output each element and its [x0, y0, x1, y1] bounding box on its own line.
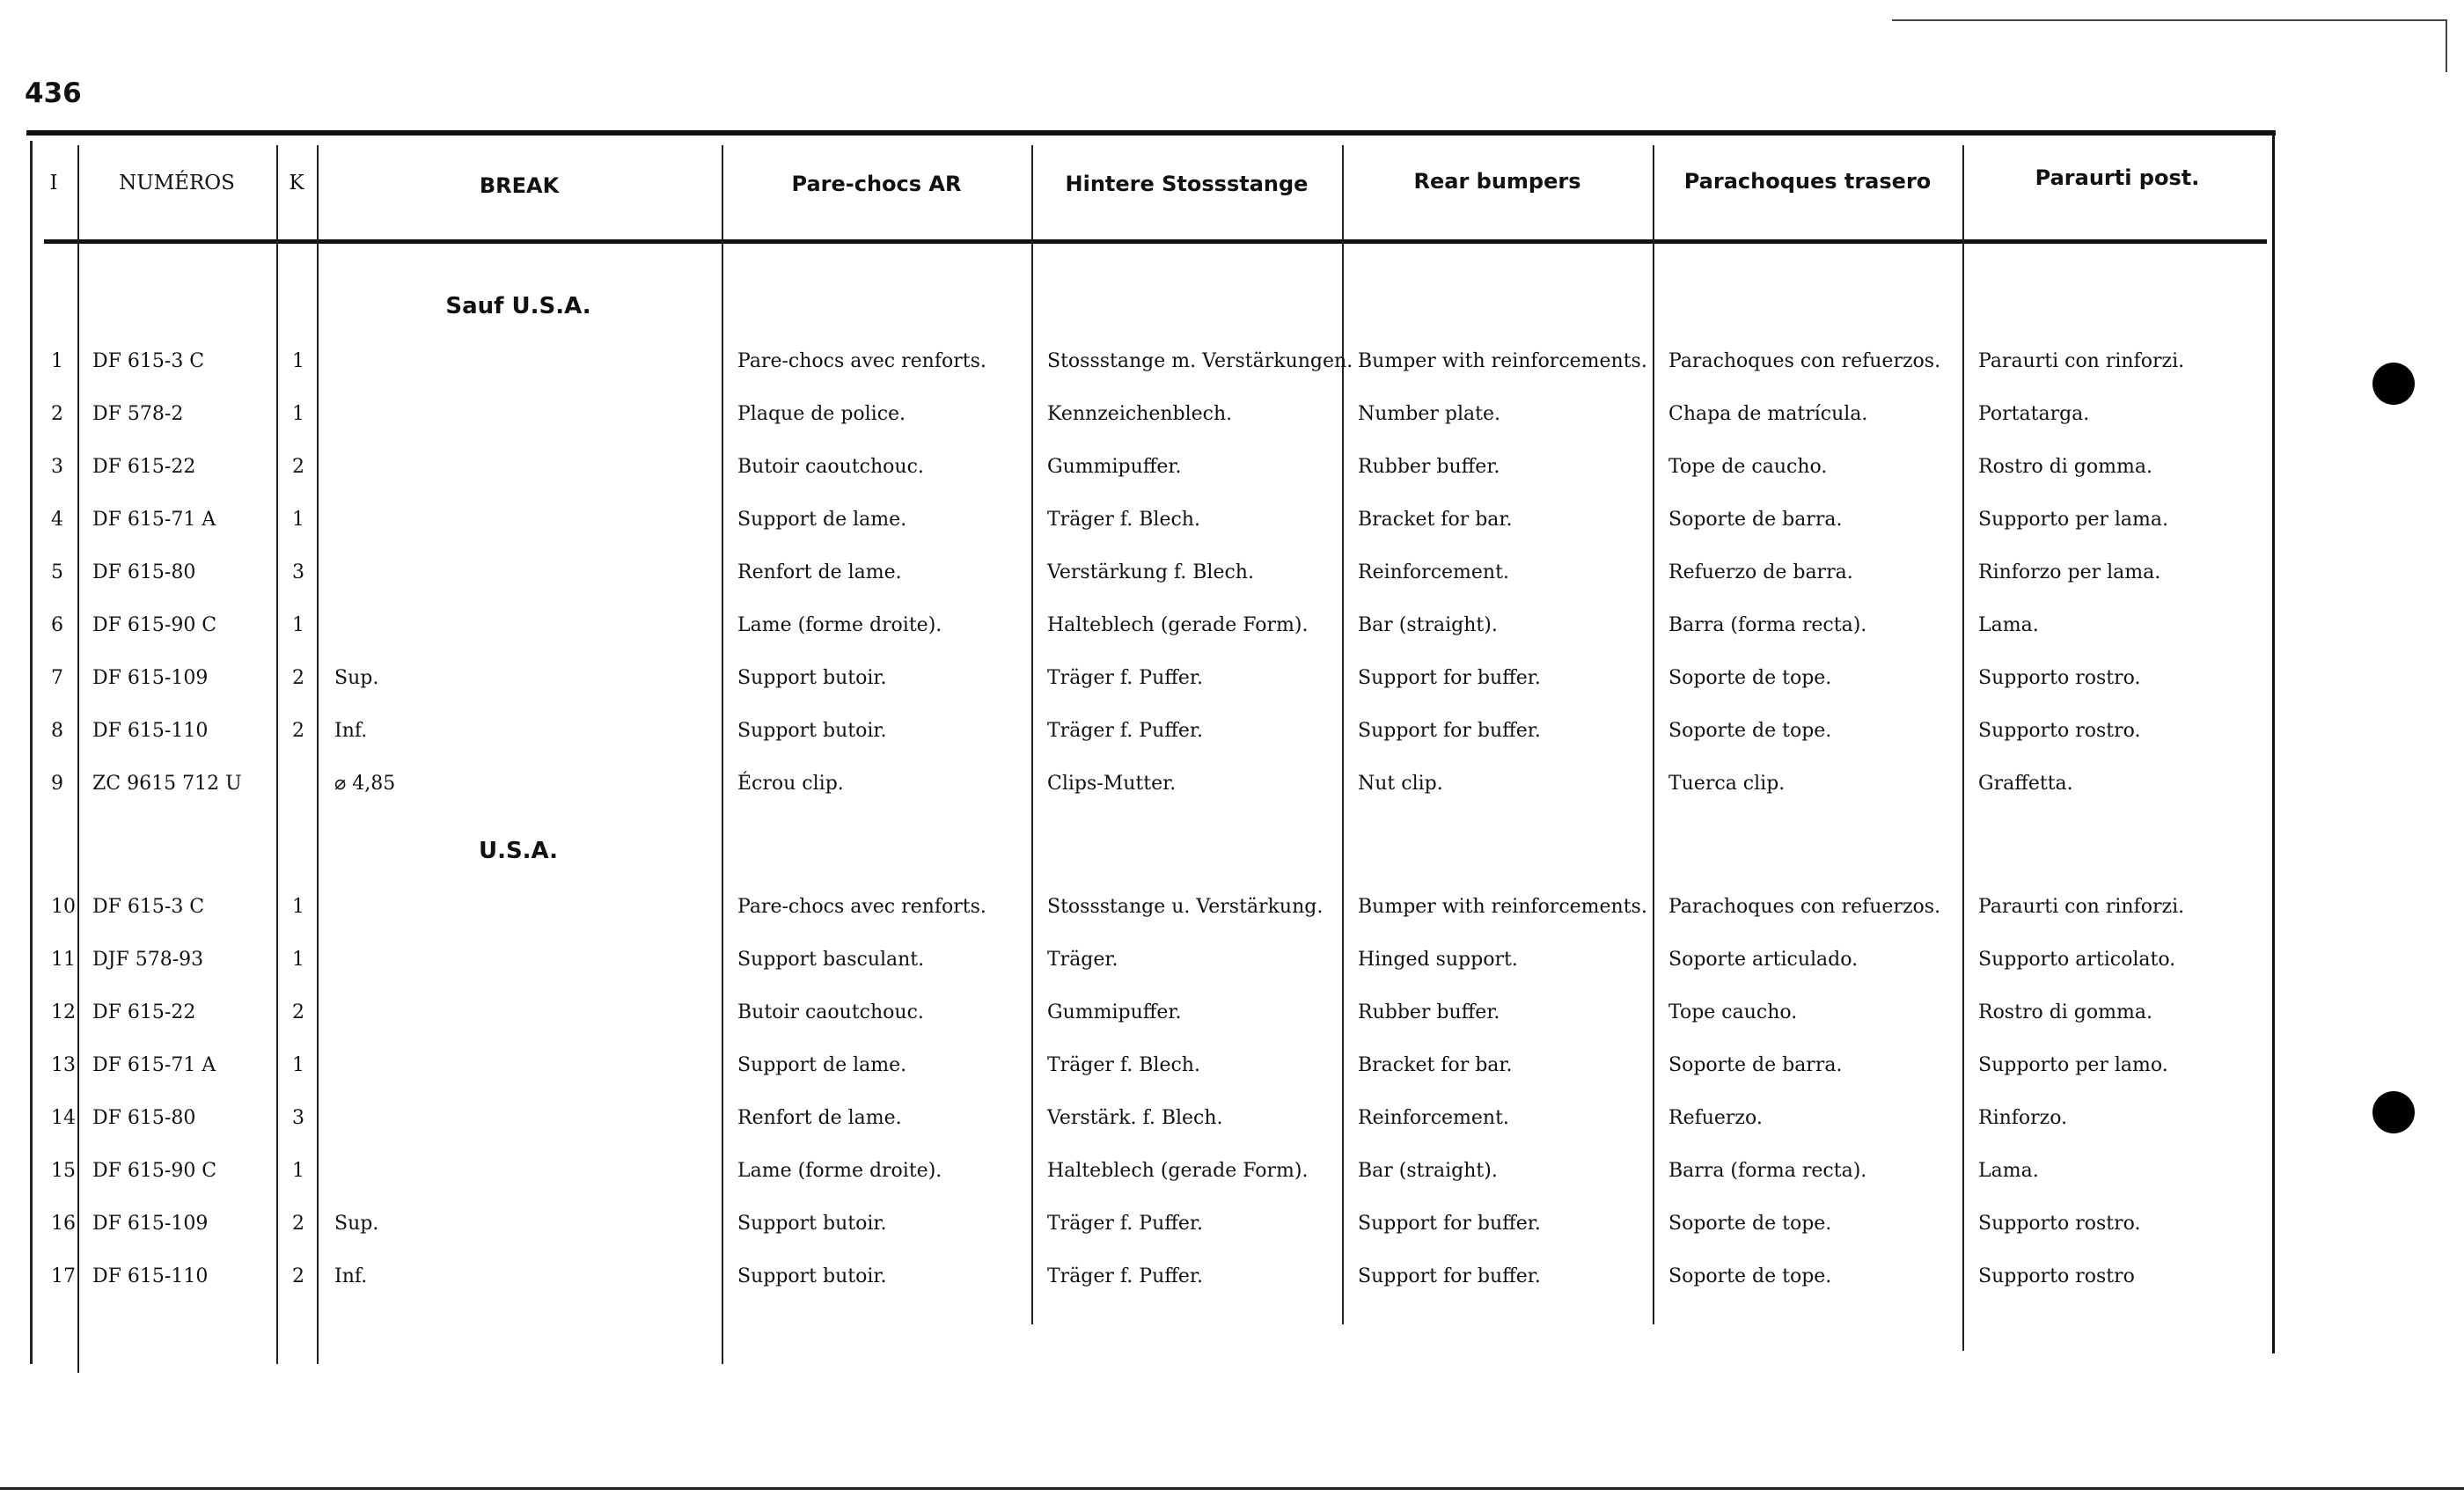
description-spanish: Barra (forma recta).: [1668, 614, 1867, 636]
column-divider: [722, 145, 723, 1364]
part-number: DF 615-109: [92, 1213, 209, 1235]
quantity: 3: [292, 1107, 304, 1129]
section-title: U.S.A.: [478, 838, 559, 864]
description-italian: Lama.: [1978, 1160, 2039, 1182]
description-spanish: Soporte de tope.: [1668, 1265, 1832, 1287]
part-number: DF 615-22: [92, 456, 196, 478]
corner-rule-vertical: [2446, 19, 2447, 72]
binder-hole: [2372, 363, 2415, 405]
quantity: 1: [292, 509, 304, 531]
description-italian: Supporto rostro: [1978, 1265, 2135, 1287]
part-number: DF 615-71 A: [92, 1054, 216, 1076]
description-english: Bracket for bar.: [1358, 1054, 1513, 1076]
quantity: 1: [292, 403, 304, 425]
description-spanish: Soporte articulado.: [1668, 949, 1859, 971]
column-divider: [276, 145, 278, 1364]
table-right-border: [2272, 130, 2275, 1353]
description-spanish: Tope de caucho.: [1668, 456, 1828, 478]
part-number: DF 615-3 C: [92, 350, 205, 372]
description-english: Bumper with reinforcements.: [1358, 350, 1647, 372]
header-italian: Paraurti post.: [2035, 165, 2200, 190]
description-french: Butoir caoutchouc.: [737, 1001, 924, 1023]
description-german: Kennzeichenblech.: [1047, 403, 1233, 425]
description-french: Support butoir.: [737, 1265, 887, 1287]
column-divider: [1653, 145, 1654, 1324]
description-french: Support butoir.: [737, 1213, 887, 1235]
row-index: 3: [51, 456, 63, 478]
header-model: BREAK: [479, 173, 560, 198]
description-german: Gummipuffer.: [1047, 456, 1182, 478]
description-german: Träger f. Puffer.: [1047, 1213, 1203, 1235]
description-spanish: Soporte de barra.: [1668, 509, 1843, 531]
description-italian: Supporto rostro.: [1978, 1213, 2141, 1235]
model-note: Sup.: [334, 667, 379, 689]
description-spanish: Chapa de matrícula.: [1668, 403, 1868, 425]
description-italian: Supporto per lamo.: [1978, 1054, 2168, 1076]
description-german: Halteblech (gerade Form).: [1047, 614, 1309, 636]
row-index: 5: [51, 561, 63, 583]
description-french: Pare-chocs avec renforts.: [737, 896, 986, 918]
column-divider: [317, 145, 319, 1364]
part-number: DF 615-110: [92, 1265, 209, 1287]
description-italian: Rostro di gomma.: [1978, 1001, 2152, 1023]
row-index: 14: [51, 1107, 76, 1129]
description-german: Stossstange u. Verstärkung.: [1047, 896, 1324, 918]
part-number: DF 615-90 C: [92, 614, 217, 636]
row-index: 15: [51, 1160, 76, 1182]
description-spanish: Soporte de barra.: [1668, 1054, 1843, 1076]
part-number: DJF 578-93: [92, 949, 204, 971]
quantity: 2: [292, 456, 304, 478]
row-index: 4: [51, 509, 63, 531]
description-french: Support de lame.: [737, 509, 907, 531]
quantity: 2: [292, 1001, 304, 1023]
description-italian: Graffetta.: [1978, 773, 2073, 795]
column-divider: [1031, 145, 1033, 1324]
description-french: Lame (forme droite).: [737, 1160, 942, 1182]
description-spanish: Parachoques con refuerzos.: [1668, 350, 1941, 372]
description-italian: Paraurti con rinforzi.: [1978, 350, 2185, 372]
quantity: 2: [292, 667, 304, 689]
part-number: DF 615-110: [92, 720, 209, 742]
model-note: Inf.: [334, 720, 368, 742]
part-number: DF 615-22: [92, 1001, 196, 1023]
description-italian: Supporto per lama.: [1978, 509, 2168, 531]
description-french: Butoir caoutchouc.: [737, 456, 924, 478]
part-number: DF 578-2: [92, 403, 184, 425]
description-italian: Rinforzo.: [1978, 1107, 2068, 1129]
model-note: Inf.: [334, 1265, 368, 1287]
description-english: Reinforcement.: [1358, 1107, 1509, 1129]
model-note: Sup.: [334, 1213, 379, 1235]
row-index: 1: [51, 350, 63, 372]
description-spanish: Tuerca clip.: [1668, 773, 1786, 795]
header-spanish: Parachoques trasero: [1683, 169, 1932, 194]
description-english: Support for buffer.: [1358, 720, 1541, 742]
quantity: 1: [292, 614, 304, 636]
description-german: Träger f. Puffer.: [1047, 667, 1203, 689]
description-german: Träger f. Puffer.: [1047, 720, 1203, 742]
row-index: 8: [51, 720, 63, 742]
part-number: ZC 9615 712 U: [92, 773, 242, 795]
description-english: Reinforcement.: [1358, 561, 1509, 583]
column-divider: [30, 141, 33, 1364]
quantity: 3: [292, 561, 304, 583]
description-english: Support for buffer.: [1358, 1213, 1541, 1235]
description-french: Renfort de lame.: [737, 1107, 902, 1129]
description-spanish: Tope caucho.: [1668, 1001, 1798, 1023]
description-french: Support butoir.: [737, 720, 887, 742]
row-index: 2: [51, 403, 63, 425]
quantity: 1: [292, 896, 304, 918]
description-english: Bracket for bar.: [1358, 509, 1513, 531]
description-spanish: Refuerzo.: [1668, 1107, 1763, 1129]
description-french: Écrou clip.: [737, 773, 844, 795]
quantity: 1: [292, 1160, 304, 1182]
description-german: Stossstange m. Verstärkungen.: [1047, 350, 1353, 372]
part-number: DF 615-90 C: [92, 1160, 217, 1182]
row-index: 6: [51, 614, 63, 636]
description-french: Renfort de lame.: [737, 561, 902, 583]
header-english: Rear bumpers: [1413, 169, 1581, 194]
description-english: Support for buffer.: [1358, 667, 1541, 689]
description-spanish: Soporte de tope.: [1668, 720, 1832, 742]
quantity: 2: [292, 720, 304, 742]
binder-hole: [2372, 1091, 2415, 1133]
header-qty: K: [289, 172, 304, 194]
header-german: Hintere Stossstange: [1065, 172, 1309, 196]
description-german: Träger f. Blech.: [1047, 1054, 1200, 1076]
description-french: Plaque de police.: [737, 403, 906, 425]
description-english: Bar (straight).: [1358, 614, 1498, 636]
description-german: Träger f. Blech.: [1047, 509, 1200, 531]
description-german: Gummipuffer.: [1047, 1001, 1182, 1023]
corner-rule-horizontal: [1892, 19, 2446, 21]
part-number: DF 615-80: [92, 561, 196, 583]
column-divider: [1962, 145, 1964, 1351]
description-french: Pare-chocs avec renforts.: [737, 350, 986, 372]
description-spanish: Soporte de tope.: [1668, 1213, 1832, 1235]
description-french: Support butoir.: [737, 667, 887, 689]
description-english: Rubber buffer.: [1358, 456, 1500, 478]
row-index: 11: [51, 949, 76, 971]
description-spanish: Parachoques con refuerzos.: [1668, 896, 1941, 918]
description-german: Träger f. Puffer.: [1047, 1265, 1203, 1287]
row-index: 9: [51, 773, 63, 795]
description-italian: Supporto rostro.: [1978, 720, 2141, 742]
row-index: 10: [51, 896, 76, 918]
row-index: 12: [51, 1001, 76, 1023]
model-note: ⌀ 4,85: [334, 773, 396, 795]
description-french: Support de lame.: [737, 1054, 907, 1076]
description-italian: Lama.: [1978, 614, 2039, 636]
description-english: Hinged support.: [1358, 949, 1518, 971]
quantity: 2: [292, 1265, 304, 1287]
description-german: Verstärk. f. Blech.: [1047, 1107, 1223, 1129]
description-italian: Rostro di gomma.: [1978, 456, 2152, 478]
quantity: 1: [292, 949, 304, 971]
description-english: Number plate.: [1358, 403, 1500, 425]
page-number: 436: [25, 77, 82, 109]
part-number: DF 615-71 A: [92, 509, 216, 531]
description-french: Lame (forme droite).: [737, 614, 942, 636]
header-bottom-rule: [44, 239, 2267, 244]
quantity: 1: [292, 1054, 304, 1076]
row-index: 7: [51, 667, 63, 689]
part-number: DF 615-109: [92, 667, 209, 689]
description-german: Clips-Mutter.: [1047, 773, 1177, 795]
table-top-border: [26, 130, 2276, 136]
description-french: Support basculant.: [737, 949, 925, 971]
description-german: Halteblech (gerade Form).: [1047, 1160, 1309, 1182]
description-spanish: Refuerzo de barra.: [1668, 561, 1853, 583]
description-italian: Supporto articolato.: [1978, 949, 2176, 971]
section-title: Sauf U.S.A.: [445, 293, 591, 319]
quantity: 2: [292, 1213, 304, 1235]
header-numbers: NUMÉROS: [119, 172, 235, 194]
description-italian: Portatarga.: [1978, 403, 2090, 425]
description-italian: Supporto rostro.: [1978, 667, 2141, 689]
description-english: Rubber buffer.: [1358, 1001, 1500, 1023]
header-french: Pare-chocs AR: [791, 172, 962, 196]
description-german: Träger.: [1047, 949, 1118, 971]
part-number: DF 615-3 C: [92, 896, 205, 918]
page-bottom-rule: [0, 1487, 2464, 1490]
row-index: 16: [51, 1213, 76, 1235]
description-english: Bar (straight).: [1358, 1160, 1498, 1182]
row-index: 13: [51, 1054, 76, 1076]
description-english: Bumper with reinforcements.: [1358, 896, 1647, 918]
description-spanish: Barra (forma recta).: [1668, 1160, 1867, 1182]
description-spanish: Soporte de tope.: [1668, 667, 1832, 689]
column-divider: [77, 145, 79, 1373]
quantity: 1: [292, 350, 304, 372]
description-italian: Rinforzo per lama.: [1978, 561, 2161, 583]
description-german: Verstärkung f. Blech.: [1047, 561, 1254, 583]
description-italian: Paraurti con rinforzi.: [1978, 896, 2185, 918]
description-english: Nut clip.: [1358, 773, 1443, 795]
description-english: Support for buffer.: [1358, 1265, 1541, 1287]
part-number: DF 615-80: [92, 1107, 196, 1129]
column-divider: [1342, 145, 1344, 1324]
header-index: I: [49, 172, 58, 194]
row-index: 17: [51, 1265, 76, 1287]
